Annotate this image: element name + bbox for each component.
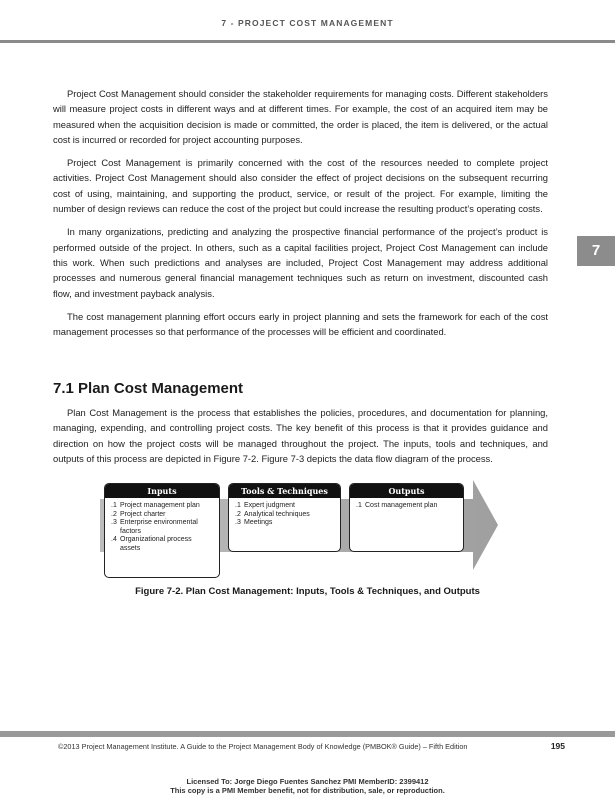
chapter-tab: 7 xyxy=(577,236,615,266)
list-item: .2 Project charter xyxy=(111,510,166,518)
inputs-box xyxy=(104,483,220,578)
running-header-title: 7 - PROJECT COST MANAGEMENT xyxy=(221,18,394,28)
inputs-title: Inputs xyxy=(105,484,219,498)
tools-title: Tools & Techniques xyxy=(229,484,340,498)
figure-caption: Figure 7-2. Plan Cost Management: Inputs, Tools & Techniques, and Outputs xyxy=(135,586,480,597)
section-heading: 7.1 Plan Cost Management xyxy=(53,380,244,397)
paragraph: In many organizations, predicting and analyzing the prospective financial performance of the project’s product is performed outside of the project. In others, such as a capital facilities project, Project Cost Management can include this work. When such predictions and analyses are included, Project Cost Management may address additional processes and numerous general financial management techniques such as return on investment, discounted cash flow, and investment payback analysis. xyxy=(53,226,548,299)
outputs-title: Outputs xyxy=(350,484,463,498)
footer-copyright: ©2013 Project Management Institute. A Guide to the Project Management Body of Knowledge (PMBOK® Guide) – Fifth Edition xyxy=(58,742,468,751)
paragraph: Project Cost Management should consider the stakeholder requirements for managing costs. Different stakeholders will measure project costs in different ways and at different times. For example, the cost of an acquired item may be measured when the acquisition decision is made or committed, the order is placed, the item is delivered, or the actual cost is incurred or recorded for project accounting purposes. xyxy=(53,88,548,145)
paragraph: The cost management planning effort occurs early in project planning and sets the framework for each of the cost management processes so that performance of the processes will be efficient and coordinated. xyxy=(53,310,548,338)
ito-figure xyxy=(100,478,500,588)
outputs-box xyxy=(349,483,464,552)
list-item: .1 Cost management plan xyxy=(356,502,438,509)
page-number: 195 xyxy=(550,741,565,751)
list-item: .2 Analytical techniques xyxy=(235,510,310,518)
license-notice xyxy=(0,778,615,795)
running-header xyxy=(0,0,615,44)
chapter-intro-text xyxy=(53,86,548,347)
footer-rule xyxy=(0,731,615,737)
list-item: .4 Organizational process assets xyxy=(111,536,192,552)
list-item: .3 Meetings xyxy=(235,519,273,526)
license-line: Licensed To: Jorge Diego Fuentes Sanchez PMI MemberID: 2399412 xyxy=(186,777,429,786)
list-item: .1 Expert judgment xyxy=(235,502,295,509)
header-rule xyxy=(0,40,615,43)
paragraph: Project Cost Management is primarily concerned with the cost of the resources needed to complete project activities. Project Cost Management should also consider the effect of project decisions on the subsequent recurring cost of using, maintaining, and supporting the product, service, or result of the project. For example, limiting the number of design reviews can reduce the cost of the project but could increase the resulting product’s operating costs. xyxy=(53,157,548,215)
paragraph: Plan Cost Management is the process that establishes the policies, procedures, and documentation for planning, managing, expending, and controlling project costs. The key benefit of this process is that it provides guidance and direction on how the project costs will be managed throughout the project. The inputs, tools and techniques, and outputs of this process are depicted in Figure 7-2. Figure 7-3 depicts the data flow diagram of the process. xyxy=(53,407,548,464)
section-text xyxy=(53,405,548,474)
tools-box xyxy=(228,483,341,552)
outputs-list xyxy=(350,498,463,515)
license-line: This copy is a PMI Member benefit, not for distribution, sale, or reproduction. xyxy=(170,785,445,795)
list-item: .1 Project management plan xyxy=(111,502,200,509)
inputs-list xyxy=(105,498,219,557)
tools-list xyxy=(229,498,340,532)
list-item: .3 Enterprise environmental factors xyxy=(111,519,198,535)
